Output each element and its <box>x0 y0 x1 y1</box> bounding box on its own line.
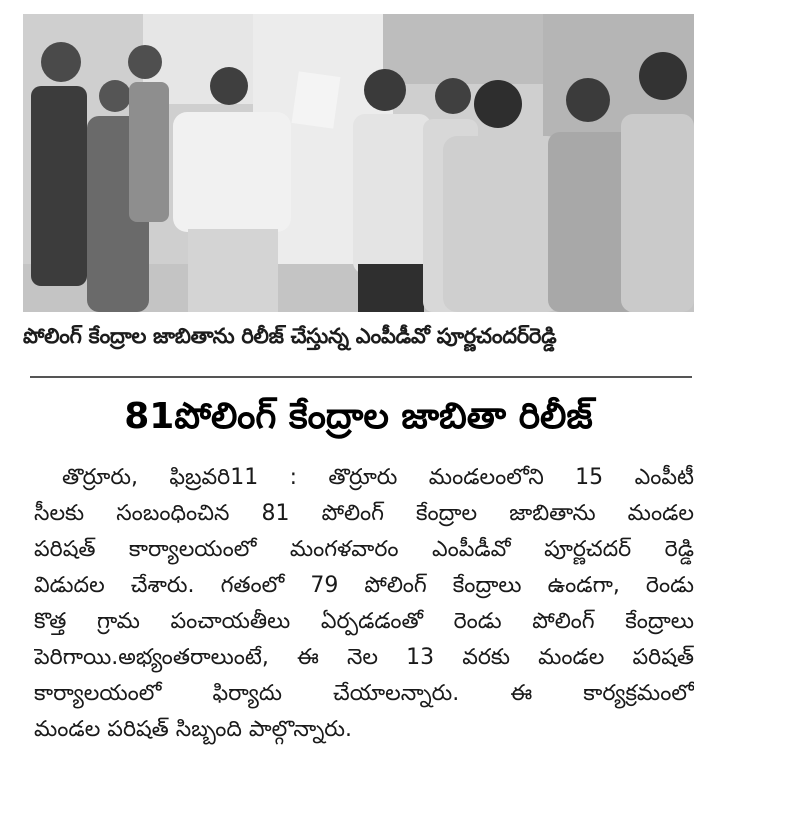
article-body <box>34 460 694 748</box>
article-line: విడుదల చేశారు. గతంలో 79 పోలింగ్ కేంద్రాలు ఉండగా, రెండు <box>34 573 694 598</box>
divider <box>30 376 692 378</box>
article-line: మండల పరిషత్ సిబ్బంది పాల్గొన్నారు. <box>34 717 352 742</box>
photo-caption: పోలింగ్ కేంద్రాల జాబితాను రిలీజ్ చేస్తున్న ఎంపీడీవో పూర్ణచందర్‌రెడ్డి <box>23 324 557 348</box>
article-line: పరిషత్ కార్యాలయంలో మంగళవారం ఎంపీడీవో పూర్ణచదర్ రెడ్డి <box>34 537 694 562</box>
news-photo <box>23 14 694 312</box>
group-photo-illustration <box>23 14 694 312</box>
article-line: కార్యాలయంలో ఫిర్యాదు చేయాలన్నారు. ఈ కార్యక్రమంలో <box>34 681 694 706</box>
article-line: కొత్త గ్రామ పంచాయతీలు ఏర్పడడంతో రెండు పోలింగ్ కేంద్రాలు <box>34 609 694 634</box>
headline: 81పోలింగ్ కేంద్రాల జాబితా రిలీజ్ <box>124 396 593 437</box>
article-line: పెరిగాయి.అభ్యంతరాలుంటే, ఈ నెల 13 వరకు మండల పరిషత్ <box>34 645 694 670</box>
article-line: సీలకు సంబంధించిన 81 పోలింగ్ కేంద్రాల జాబితాను మండల <box>34 501 694 526</box>
article-line: తొర్రూరు, ఫిబ్రవరి11 : తొర్రూరు మండలంలోని 15 ఎంపీటీ <box>62 465 694 490</box>
